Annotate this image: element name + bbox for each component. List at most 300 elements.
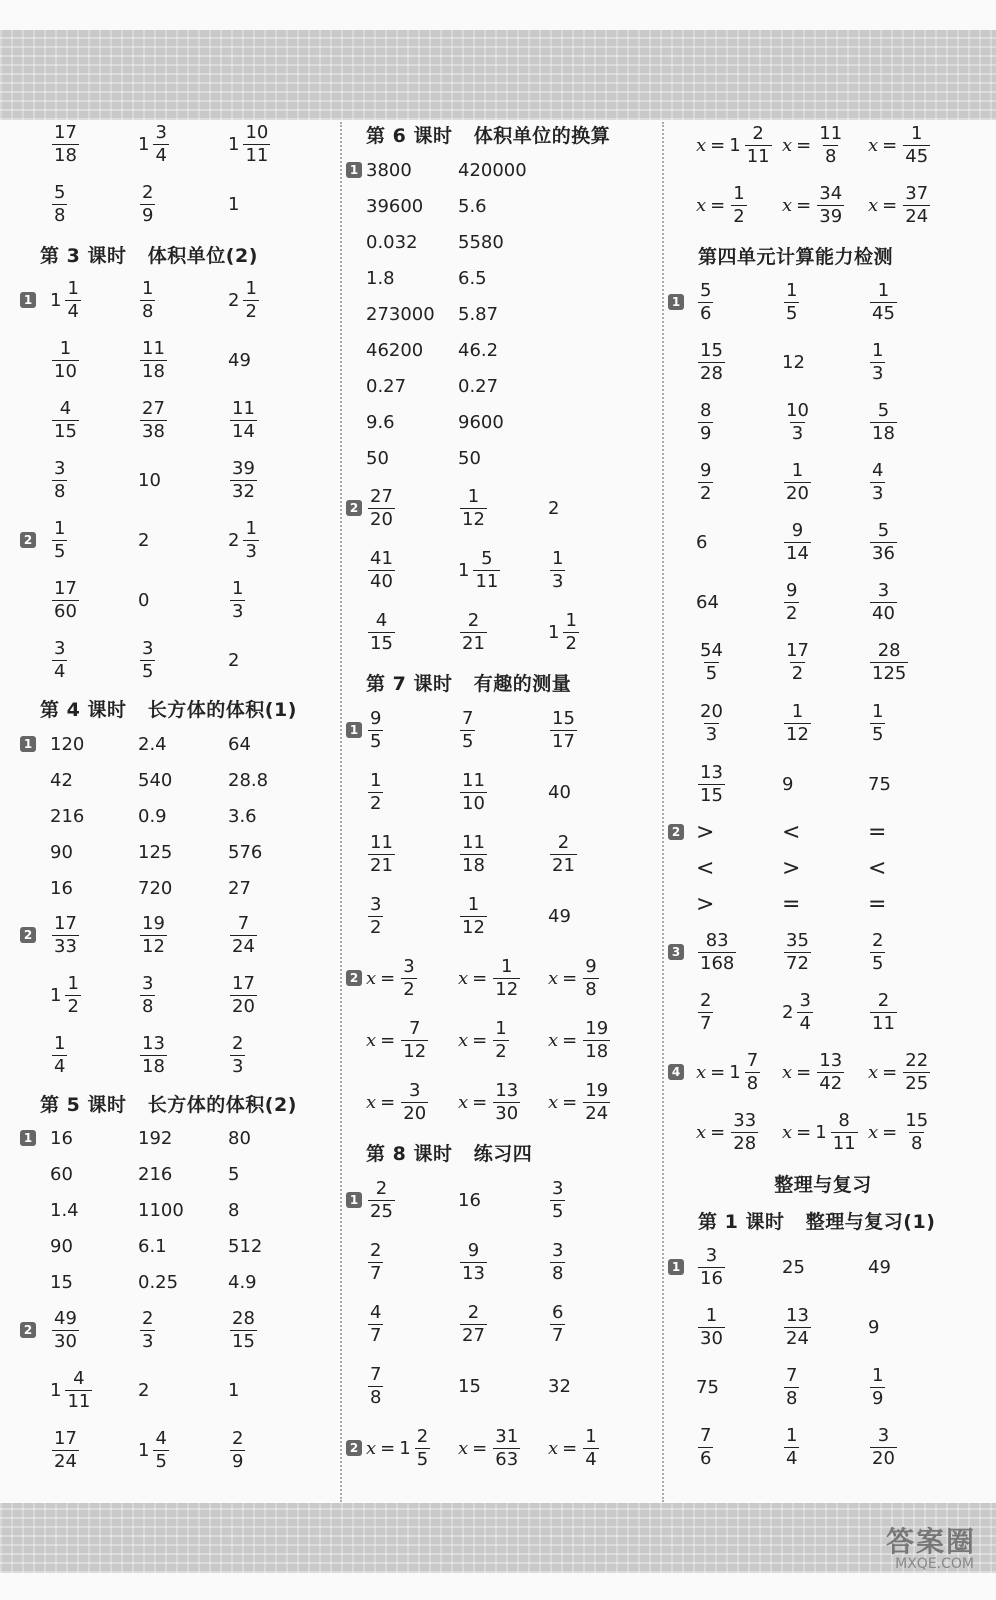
answer-cell: [696, 1108, 760, 1156]
denominator: 3: [705, 723, 718, 745]
denominator: 36: [872, 542, 895, 564]
answer-value: 2: [138, 529, 150, 551]
numerator: 3: [877, 579, 890, 601]
answer-cell: [50, 276, 83, 324]
fraction: [368, 1178, 395, 1223]
fraction: [797, 990, 812, 1035]
footer-site-text: MXQE.COM: [895, 1556, 974, 1572]
answer-cell: [366, 830, 397, 878]
answer-cell: [696, 880, 714, 928]
fraction: [230, 458, 257, 503]
variable-x: x: [366, 1091, 377, 1113]
answer-cell: [868, 278, 899, 326]
fraction: [817, 1050, 844, 1095]
numerator: 1: [910, 122, 923, 144]
answer-cell: [782, 1108, 860, 1156]
numerator: 39: [232, 457, 255, 479]
fraction: [493, 1426, 520, 1471]
fraction: [140, 913, 167, 958]
answer-value: 25: [782, 1256, 805, 1278]
variable-x: x: [366, 1029, 377, 1051]
denominator: 16: [700, 1267, 723, 1289]
fraction: [550, 1178, 565, 1223]
fraction: [230, 1033, 245, 1078]
numerator: 3: [408, 1079, 421, 1101]
answer-cell: [782, 1243, 805, 1291]
answer-cell: [228, 576, 247, 624]
answer-value: 64: [228, 733, 251, 755]
answer-value: 576: [228, 841, 263, 863]
variable-x: x: [696, 1121, 707, 1143]
denominator: 4: [799, 1012, 811, 1034]
answer-cell: [458, 954, 522, 1002]
numerator: 11: [819, 122, 843, 144]
answer-cell: [138, 1366, 149, 1414]
fraction: [65, 973, 80, 1018]
variable-x: x: [548, 1091, 559, 1113]
denominator: 24: [905, 205, 929, 227]
answer-cell: [50, 1426, 81, 1474]
numerator: 2: [142, 181, 154, 203]
equals-sign: =: [796, 1061, 812, 1083]
fraction: [230, 578, 245, 623]
numerator: 11: [142, 337, 165, 359]
fraction: [243, 518, 258, 563]
answer-value: 49: [548, 905, 571, 927]
section-heading: 第四单元计算能力检测: [698, 246, 894, 268]
numerator: 2: [877, 989, 890, 1011]
equals-sign: =: [380, 1091, 396, 1113]
answer-cell: [696, 278, 715, 326]
answer-value: 15: [458, 1375, 481, 1397]
fraction: [460, 708, 475, 753]
fraction: [784, 580, 799, 625]
equals-sign: =: [380, 1437, 396, 1459]
numerator: 9: [585, 955, 597, 977]
answer-value: 80: [228, 1127, 251, 1149]
answer-cell: [228, 1258, 257, 1306]
question-number-badge: 4: [668, 1064, 684, 1080]
whole-number: 2: [228, 289, 240, 311]
fraction: [870, 520, 897, 565]
section-heading: 第 8 课时 练习四: [366, 1143, 533, 1165]
answer-cell: [548, 1238, 567, 1286]
denominator: 21: [370, 854, 393, 876]
answer-cell: [782, 518, 813, 566]
fraction: [493, 1080, 520, 1125]
equals-sign: =: [562, 1091, 578, 1113]
numerator: 8: [838, 1109, 850, 1131]
answer-value: 6.1: [138, 1235, 167, 1257]
denominator: 8: [54, 204, 66, 226]
answer-cell: [696, 928, 738, 976]
answer-value: 512: [228, 1235, 263, 1257]
fraction: [784, 1305, 811, 1350]
denominator: 25: [370, 1200, 393, 1222]
denominator: 8: [786, 1387, 798, 1409]
numerator: 7: [746, 1049, 759, 1071]
numerator: 1: [67, 972, 79, 994]
answer-value: 32: [548, 1375, 571, 1397]
comparison-symbol: >: [782, 855, 801, 881]
answer-cell: [138, 1258, 178, 1306]
answer-cell: [366, 1078, 430, 1126]
fraction: [153, 122, 168, 167]
numerator: 1: [872, 1364, 884, 1386]
fraction: [831, 1110, 858, 1155]
section-heading: 第 3 课时 体积单位(2): [40, 245, 258, 267]
fraction: [140, 182, 155, 227]
variable-x: x: [366, 967, 377, 989]
denominator: 8: [54, 480, 66, 502]
question-number-badge: 1: [20, 292, 36, 308]
numerator: 54: [700, 639, 723, 661]
question-number-badge: 1: [668, 294, 684, 310]
denominator: 21: [462, 632, 485, 654]
denominator: 15: [700, 784, 723, 806]
answer-value: 46200: [366, 339, 424, 361]
fraction: [583, 1080, 610, 1125]
answer-cell: [782, 578, 801, 626]
fraction: [401, 956, 416, 1001]
answer-cell: [548, 546, 567, 594]
answer-cell: [868, 988, 899, 1036]
denominator: 2: [67, 995, 79, 1017]
answer-value: 2: [548, 497, 560, 519]
denominator: 42: [819, 1072, 843, 1094]
question-number-badge: 1: [346, 162, 362, 178]
answer-value: 540: [138, 769, 173, 791]
answer-cell: [366, 706, 385, 754]
denominator: 11: [475, 570, 499, 592]
answer-value: 9.6: [366, 411, 395, 433]
equals-sign: =: [710, 1061, 726, 1083]
section-heading: 整理与复习: [774, 1174, 872, 1196]
answer-value: 5580: [458, 231, 504, 253]
denominator: 7: [552, 1324, 564, 1346]
numerator: 28: [877, 639, 901, 661]
answer-value: 6: [696, 531, 708, 553]
answer-cell: [138, 396, 169, 444]
numerator: 1: [872, 700, 884, 722]
question-number-badge: 2: [346, 500, 362, 516]
whole-number: 1: [548, 621, 560, 643]
answer-value: 2: [138, 1379, 150, 1401]
numerator: 1: [791, 700, 804, 722]
denominator: 17: [552, 730, 575, 752]
denominator: 8: [824, 145, 837, 167]
answer-cell: [868, 578, 899, 626]
numerator: 1: [500, 955, 513, 977]
denominator: 2: [370, 792, 382, 814]
answer-value: 90: [50, 1235, 73, 1257]
denominator: 45: [872, 302, 895, 324]
answer-value: 0: [138, 589, 150, 611]
denominator: 3: [232, 1055, 244, 1077]
answer-value: 15: [50, 1271, 73, 1293]
denominator: 8: [910, 1132, 923, 1154]
denominator: 18: [54, 144, 77, 166]
answer-cell: [50, 1031, 69, 1079]
numerator: 1: [467, 485, 480, 507]
answer-value: 216: [50, 805, 85, 827]
equals-sign: =: [882, 134, 898, 156]
answer-cell: [138, 1306, 157, 1354]
answer-cell: [50, 456, 69, 504]
answer-cell: [366, 954, 419, 1002]
fraction: [870, 701, 885, 746]
answer-cell: [868, 1048, 932, 1096]
denominator: 3: [872, 482, 884, 504]
answer-value: 49: [868, 1256, 891, 1278]
answer-cell: [696, 121, 774, 169]
denominator: 12: [142, 935, 165, 957]
denominator: 4: [67, 300, 79, 322]
fraction: [870, 1425, 897, 1470]
fraction: [550, 708, 577, 753]
numerator: 4: [59, 397, 72, 419]
numerator: 10: [786, 399, 809, 421]
denominator: 5: [872, 723, 884, 745]
numerator: 15: [552, 707, 575, 729]
answer-cell: [50, 1306, 81, 1354]
fraction: [698, 1245, 725, 1290]
answer-cell: [458, 1078, 522, 1126]
denominator: 3: [232, 600, 244, 622]
denominator: 63: [495, 1448, 519, 1470]
answer-value: 2: [228, 649, 240, 671]
answer-cell: [228, 971, 259, 1019]
fraction: [550, 548, 565, 593]
denominator: 18: [872, 422, 895, 444]
answer-cell: [696, 181, 749, 229]
fraction: [870, 930, 885, 975]
answer-value: 50: [458, 447, 481, 469]
fraction: [784, 460, 811, 505]
answer-value: 1.4: [50, 1199, 79, 1221]
fraction: [817, 123, 844, 168]
numerator: 7: [786, 1364, 798, 1386]
numerator: 1: [733, 182, 745, 204]
denominator: 13: [462, 1262, 485, 1284]
numerator: 27: [142, 397, 165, 419]
denominator: 33: [54, 935, 77, 957]
fraction: [784, 280, 799, 325]
numerator: 13: [700, 761, 723, 783]
equals-sign: =: [710, 1121, 726, 1143]
comparison-symbol: =: [868, 819, 887, 845]
denominator: 9: [142, 204, 154, 226]
answer-cell: [366, 768, 385, 816]
answer-cell: [782, 181, 846, 229]
whole-number: 1: [228, 133, 240, 155]
fraction: [460, 832, 487, 877]
answer-cell: [696, 518, 707, 566]
fraction: [460, 610, 487, 655]
numerator: 3: [552, 1239, 564, 1261]
denominator: 24: [54, 1450, 77, 1472]
fraction: [784, 520, 811, 565]
denominator: 2: [733, 205, 745, 227]
denominator: 14: [232, 420, 255, 442]
fraction: [52, 338, 79, 383]
denominator: 28: [700, 362, 723, 384]
footer-logo-text: 答案圈: [885, 1525, 976, 1558]
answer-value: 0.9: [138, 805, 167, 827]
variable-x: x: [868, 134, 879, 156]
comparison-symbol: >: [696, 891, 715, 917]
numerator: 1: [791, 459, 804, 481]
fraction: [140, 1033, 167, 1078]
answer-cell: [228, 336, 251, 384]
answer-cell: [228, 1031, 247, 1079]
answer-cell: [228, 396, 259, 444]
answer-column-right: [668, 120, 978, 1505]
fraction: [140, 1308, 155, 1353]
variable-x: x: [782, 134, 793, 156]
denominator: 18: [585, 1040, 609, 1062]
answer-cell: [868, 880, 886, 928]
denominator: 3: [872, 362, 884, 384]
fraction: [52, 638, 67, 683]
fraction: [870, 580, 897, 625]
denominator: 2: [565, 632, 577, 654]
variable-x: x: [782, 1121, 793, 1143]
answer-cell: [458, 830, 489, 878]
answer-cell: [228, 1366, 239, 1414]
numerator: 7: [462, 707, 474, 729]
denominator: 4: [54, 660, 66, 682]
question-number-badge: 1: [668, 1259, 684, 1275]
denominator: 4: [786, 1447, 798, 1469]
denominator: 12: [462, 508, 485, 530]
answer-value: 9: [868, 1316, 880, 1338]
fraction: [698, 1425, 713, 1470]
whole-number: 2: [782, 1001, 794, 1023]
answer-cell: [366, 1300, 385, 1348]
section-heading: 第 5 课时 长方体的体积(2): [40, 1094, 297, 1116]
numerator: 7: [237, 912, 250, 934]
numerator: 4: [872, 459, 884, 481]
fraction: [368, 486, 395, 531]
numerator: 41: [370, 547, 393, 569]
numerator: 2: [142, 1307, 154, 1329]
variable-x: x: [548, 967, 559, 989]
fraction: [140, 398, 167, 443]
equals-sign: =: [472, 967, 488, 989]
equals-sign: =: [796, 1121, 812, 1143]
variable-x: x: [696, 194, 707, 216]
variable-x: x: [782, 194, 793, 216]
answer-cell: [50, 971, 83, 1019]
denominator: 5: [155, 1450, 167, 1472]
denominator: 4: [585, 1448, 597, 1470]
answer-cell: [868, 181, 932, 229]
numerator: 1: [872, 339, 884, 361]
numerator: 2: [467, 609, 480, 631]
numerator: 3: [877, 1424, 890, 1446]
answer-cell: [366, 1016, 430, 1064]
answer-cell: [458, 768, 489, 816]
numerator: 9: [370, 707, 382, 729]
fraction: [140, 278, 155, 323]
numerator: 19: [585, 1079, 609, 1101]
fraction: [493, 956, 520, 1001]
numerator: 28: [232, 1307, 255, 1329]
denominator: 8: [746, 1072, 759, 1094]
answer-value: 1.8: [366, 267, 395, 289]
fraction: [460, 486, 487, 531]
comparison-symbol: =: [868, 891, 887, 917]
answer-cell: [696, 1303, 727, 1351]
denominator: 9: [700, 422, 712, 444]
answer-cell: [868, 338, 887, 386]
denominator: 20: [786, 482, 809, 504]
answer-cell: [138, 516, 149, 564]
answer-cell: [696, 458, 715, 506]
answer-cell: [696, 760, 727, 808]
fraction: [368, 770, 383, 815]
answer-cell: [868, 1243, 891, 1291]
numerator: 1: [467, 893, 480, 915]
denominator: 30: [700, 1327, 723, 1349]
numerator: 1: [232, 577, 244, 599]
answer-cell: [782, 338, 805, 386]
fraction: [52, 1428, 79, 1473]
answer-value: 90: [50, 841, 73, 863]
denominator: 18: [462, 854, 485, 876]
numerator: 15: [905, 1109, 929, 1131]
answer-cell: [458, 484, 489, 532]
answer-value: 2.4: [138, 733, 167, 755]
denominator: 5: [872, 952, 884, 974]
answer-cell: [696, 338, 727, 386]
denominator: 6: [700, 1447, 712, 1469]
denominator: 5: [370, 730, 382, 752]
numerator: 17: [54, 912, 77, 934]
fraction: [368, 1302, 383, 1347]
answer-cell: [782, 458, 813, 506]
denominator: 10: [462, 792, 485, 814]
answer-cell: [696, 578, 719, 626]
denominator: 40: [872, 602, 895, 624]
answer-cell: [366, 1238, 385, 1286]
numerator: 9: [786, 579, 798, 601]
denominator: 30: [54, 1330, 77, 1352]
equals-sign: =: [562, 1029, 578, 1051]
answer-cell: [228, 516, 261, 564]
fraction: [550, 832, 577, 877]
fraction: [230, 398, 257, 443]
denominator: 9: [872, 1387, 884, 1409]
denominator: 2: [786, 602, 798, 624]
numerator: 31: [495, 1425, 519, 1447]
answer-value: 0.032: [366, 231, 418, 253]
answer-value: 216: [138, 1163, 173, 1185]
answer-cell: [366, 484, 397, 532]
fraction: [583, 1018, 610, 1063]
answer-value: 42: [50, 769, 73, 791]
denominator: 7: [370, 1324, 382, 1346]
answer-cell: [868, 518, 899, 566]
fraction: [52, 1033, 67, 1078]
column-divider: [340, 122, 342, 1502]
numerator: 3: [142, 637, 154, 659]
whole-number: 2: [228, 529, 240, 551]
answer-value: 64: [696, 591, 719, 613]
answer-value: 28.8: [228, 769, 269, 791]
answer-cell: [138, 1031, 169, 1079]
